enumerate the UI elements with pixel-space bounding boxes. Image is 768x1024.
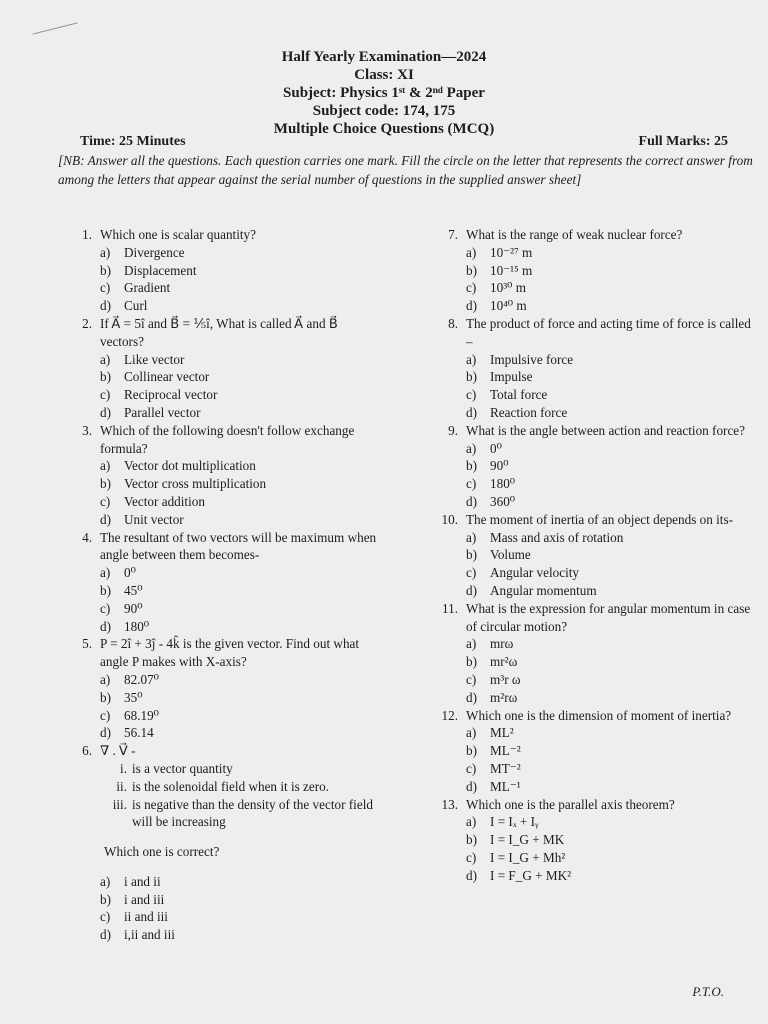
option-text: Mass and axis of rotation (490, 529, 624, 545)
question-text: P = 2î + 3ĵ - 4k̂ is the given vector. Find out what angle P makes with X-axis? (100, 636, 360, 670)
option-text: 90⁰ (124, 600, 143, 616)
subject-code-line: Subject code: 174, 175 (312, 103, 456, 119)
option-letter: a) (466, 814, 477, 830)
option-row (70, 244, 380, 262)
question-row (436, 226, 756, 244)
option-row (436, 760, 756, 778)
option-letter: b) (466, 743, 477, 759)
option-text: 90⁰ (490, 458, 509, 474)
option-row (70, 891, 380, 909)
option-letter: c) (466, 565, 477, 581)
statement-number: iii. (112, 796, 127, 812)
option-text: Volume (490, 547, 531, 563)
option-row (436, 671, 756, 689)
question-row (436, 315, 756, 351)
option-letter: a) (466, 351, 477, 367)
question-number: 6. (82, 743, 92, 759)
statement-row (70, 778, 380, 796)
option-text: i and ii (124, 873, 161, 889)
option-row (436, 742, 756, 760)
question-text: Which of the following doesn't follow exchange formula? (100, 422, 355, 456)
option-text: 68.19⁰ (124, 707, 159, 723)
option-text: 56.14 (124, 725, 154, 741)
option-letter: d) (466, 582, 477, 598)
option-row (70, 564, 380, 582)
question-number: 2. (82, 315, 92, 331)
option-row (436, 244, 756, 262)
option-text: Displacement (124, 262, 197, 278)
option-row (70, 724, 380, 742)
option-letter: c) (100, 280, 111, 296)
right-column (436, 226, 756, 884)
option-row (436, 493, 756, 511)
option-row (436, 262, 756, 280)
option-text: Angular velocity (490, 565, 579, 581)
question-text: The product of force and acting time of force is called – (466, 315, 751, 349)
option-letter: b) (466, 832, 477, 848)
option-row (436, 635, 756, 653)
option-letter: a) (466, 636, 477, 652)
option-text: ML⁻¹ (490, 778, 521, 794)
option-text: Parallel vector (124, 404, 201, 420)
option-row (436, 404, 756, 422)
option-row (70, 262, 380, 280)
option-letter: a) (100, 565, 111, 581)
option-letter: a) (100, 671, 111, 687)
question-text: The moment of inertia of an object depends on its- (466, 511, 733, 527)
option-text: Unit vector (124, 511, 184, 527)
option-letter: a) (100, 458, 111, 474)
option-letter: b) (100, 689, 111, 705)
option-letter: c) (466, 849, 477, 865)
option-text: Angular momentum (490, 582, 597, 598)
question-row (70, 529, 380, 565)
question-number: 10. (441, 511, 458, 527)
option-text: 0⁰ (490, 440, 502, 456)
question-number: 13. (441, 796, 458, 812)
option-letter: b) (466, 547, 477, 563)
option-row (70, 689, 380, 707)
option-letter: d) (100, 927, 111, 943)
option-text: 10⁻¹⁵ m (490, 262, 533, 278)
question-prompt: Which one is correct? (104, 844, 220, 860)
question-number: 5. (82, 636, 92, 652)
option-row (70, 582, 380, 600)
pen-mark (33, 22, 78, 34)
option-row (70, 279, 380, 297)
question-row (436, 796, 756, 814)
option-row (70, 297, 380, 315)
question-row (436, 707, 756, 725)
option-text: Vector dot multiplication (124, 458, 256, 474)
question-row (70, 742, 380, 760)
option-text: 45⁰ (124, 582, 143, 598)
option-text: Total force (490, 387, 548, 403)
option-row (70, 600, 380, 618)
spacer (70, 831, 380, 843)
question-text: The resultant of two vectors will be maximum when angle between them becomes- (100, 529, 377, 563)
question-row (70, 422, 380, 458)
option-letter: d) (100, 618, 111, 634)
option-row (70, 908, 380, 926)
exam-header (0, 48, 768, 138)
question-text: Which one is the parallel axis theorem? (466, 796, 675, 812)
option-row (70, 671, 380, 689)
option-text: 10³⁰ m (490, 280, 526, 296)
option-text: 10⁴⁰ m (490, 298, 527, 314)
option-row (70, 707, 380, 725)
option-row (70, 873, 380, 891)
question-number: 3. (82, 422, 92, 438)
page-turn-note: P.T.O. (692, 984, 724, 999)
meta-row (80, 134, 728, 150)
option-row (436, 457, 756, 475)
option-letter: b) (466, 654, 477, 670)
question-row (70, 635, 380, 671)
exam-title: Half Yearly Examination—2024 (281, 49, 487, 65)
option-row (70, 618, 380, 636)
option-letter: c) (100, 493, 111, 509)
statement-text: is the solenoidal field when it is zero. (132, 778, 330, 794)
option-text: i,ii and iii (124, 927, 175, 943)
option-letter: a) (100, 873, 111, 889)
option-row (70, 368, 380, 386)
option-letter: c) (466, 760, 477, 776)
question-row (436, 422, 756, 440)
option-letter: d) (466, 404, 477, 420)
option-text: I = Iₓ + Iᵧ (490, 814, 539, 830)
option-letter: d) (100, 404, 111, 420)
option-row (436, 867, 756, 885)
question-row (436, 511, 756, 529)
option-text: 35⁰ (124, 689, 143, 705)
option-text: I = I_G + MK (490, 832, 565, 848)
option-row (436, 582, 756, 600)
question-text: If A⃗ = 5î and B⃗ = ⅕î, What is called A⃗ and B⃗ vectors? (100, 315, 338, 349)
class-line: Class: XI (354, 67, 414, 83)
section-title: Multiple Choice Questions (MCQ) (273, 121, 495, 137)
option-text: 360⁰ (490, 493, 516, 509)
option-row (70, 511, 380, 529)
option-row (436, 653, 756, 671)
question-text: What is the angle between action and reaction force? (466, 422, 745, 438)
option-letter: c) (466, 387, 477, 403)
option-text: i and iii (124, 891, 165, 907)
question-text: Which one is the dimension of moment of inertia? (466, 707, 732, 723)
option-row (436, 440, 756, 458)
option-letter: b) (100, 369, 111, 385)
option-row (436, 529, 756, 547)
option-row (436, 778, 756, 796)
option-letter: b) (100, 582, 111, 598)
option-text: ii and iii (124, 909, 168, 925)
option-letter: c) (466, 280, 477, 296)
option-text: 10⁻²⁷ m (490, 244, 533, 260)
option-text: I = F_G + MK² (490, 867, 572, 883)
option-text: mr²ω (490, 654, 518, 670)
question-text: What is the range of weak nuclear force? (466, 227, 683, 242)
option-text: 0⁰ (124, 565, 136, 581)
option-row (436, 564, 756, 582)
question-text: What is the expression for angular momentum in case of circular motion? (466, 600, 751, 634)
question-number: 12. (441, 707, 458, 723)
option-text: Curl (124, 298, 148, 314)
option-row (70, 351, 380, 369)
option-row (436, 813, 756, 831)
option-letter: b) (466, 458, 477, 474)
option-row (436, 386, 756, 404)
option-row (70, 404, 380, 422)
question-text: Which one is scalar quantity? (100, 227, 256, 242)
question-row (70, 315, 380, 351)
question-number: 7. (448, 227, 458, 242)
option-letter: a) (466, 529, 477, 545)
option-row (70, 926, 380, 944)
option-text: 180⁰ (124, 618, 150, 634)
option-text: Reciprocal vector (124, 387, 218, 403)
question-number: 9. (448, 422, 458, 438)
option-letter: d) (466, 689, 477, 705)
option-text: 180⁰ (490, 476, 516, 492)
option-letter: a) (466, 244, 477, 260)
option-text: Impulse (490, 369, 533, 385)
instructions: [NB: Answer all the questions. Each question carries one mark. Fill the circle on the letter that represents the correct answer from among the letters that appear against the serial number of questions in the supplied answer sheet] (58, 153, 753, 187)
option-text: m³r ω (490, 671, 521, 687)
option-letter: d) (100, 298, 111, 314)
option-text: I = I_G + Mh² (490, 849, 566, 865)
statement-number: ii. (116, 778, 127, 794)
option-row (70, 475, 380, 493)
option-letter: b) (466, 262, 477, 278)
option-letter: a) (100, 244, 111, 260)
option-row (70, 386, 380, 404)
option-letter: c) (100, 600, 111, 616)
option-letter: a) (100, 351, 111, 367)
option-text: Like vector (124, 351, 185, 367)
statement-text: is a vector quantity (132, 760, 233, 776)
time-label: Time: 25 Minutes (80, 134, 186, 149)
option-text: Divergence (124, 244, 185, 260)
option-text: Vector cross multiplication (124, 476, 267, 492)
option-text: Reaction force (490, 404, 568, 420)
statement-row (70, 796, 380, 832)
question-number: 4. (82, 529, 92, 545)
option-letter: c) (100, 387, 111, 403)
option-text: Vector addition (124, 493, 205, 509)
option-row (436, 689, 756, 707)
question-row (436, 600, 756, 636)
option-row (436, 475, 756, 493)
option-letter: d) (466, 298, 477, 314)
full-marks-label: Full Marks: 25 (638, 134, 728, 149)
option-row (436, 849, 756, 867)
option-letter: b) (100, 476, 111, 492)
option-letter: c) (466, 671, 477, 687)
option-row (70, 493, 380, 511)
left-column (70, 226, 380, 944)
option-text: mrω (490, 636, 514, 652)
question-number: 8. (448, 315, 458, 331)
option-row (436, 279, 756, 297)
statement-text: is negative than the density of the vector field will be increasing (132, 796, 373, 830)
option-row (436, 368, 756, 386)
statement-number: i. (120, 760, 127, 776)
option-letter: b) (100, 891, 111, 907)
option-text: m²rω (490, 689, 518, 705)
option-text: ML² (490, 725, 514, 741)
statement-row (70, 760, 380, 778)
option-letter: b) (100, 262, 111, 278)
option-letter: d) (100, 725, 111, 741)
question-text: ∇ . V⃗ - (100, 743, 136, 759)
option-row (70, 457, 380, 475)
question-number: 1. (82, 227, 92, 242)
option-row (436, 724, 756, 742)
question-row (70, 226, 380, 244)
option-letter: a) (466, 440, 477, 456)
option-text: Collinear vector (124, 369, 210, 385)
option-letter: c) (466, 476, 477, 492)
option-letter: c) (100, 909, 111, 925)
subject-line: Subject: Physics 1ˢᵗ & 2ⁿᵈ Paper (283, 85, 485, 101)
option-row (436, 546, 756, 564)
question-number: 11. (442, 600, 458, 616)
option-letter: d) (100, 511, 111, 527)
option-letter: c) (100, 707, 111, 723)
option-row (436, 351, 756, 369)
spacer (70, 861, 380, 873)
option-row (436, 297, 756, 315)
option-letter: b) (466, 369, 477, 385)
option-text: Gradient (124, 280, 171, 296)
option-text: Impulsive force (490, 351, 574, 367)
option-text: 82.07⁰ (124, 671, 159, 687)
option-text: MT⁻² (490, 760, 521, 776)
option-text: ML⁻² (490, 743, 521, 759)
option-row (436, 831, 756, 849)
option-letter: d) (466, 778, 477, 794)
option-letter: a) (466, 725, 477, 741)
option-letter: d) (466, 867, 477, 883)
option-letter: d) (466, 493, 477, 509)
